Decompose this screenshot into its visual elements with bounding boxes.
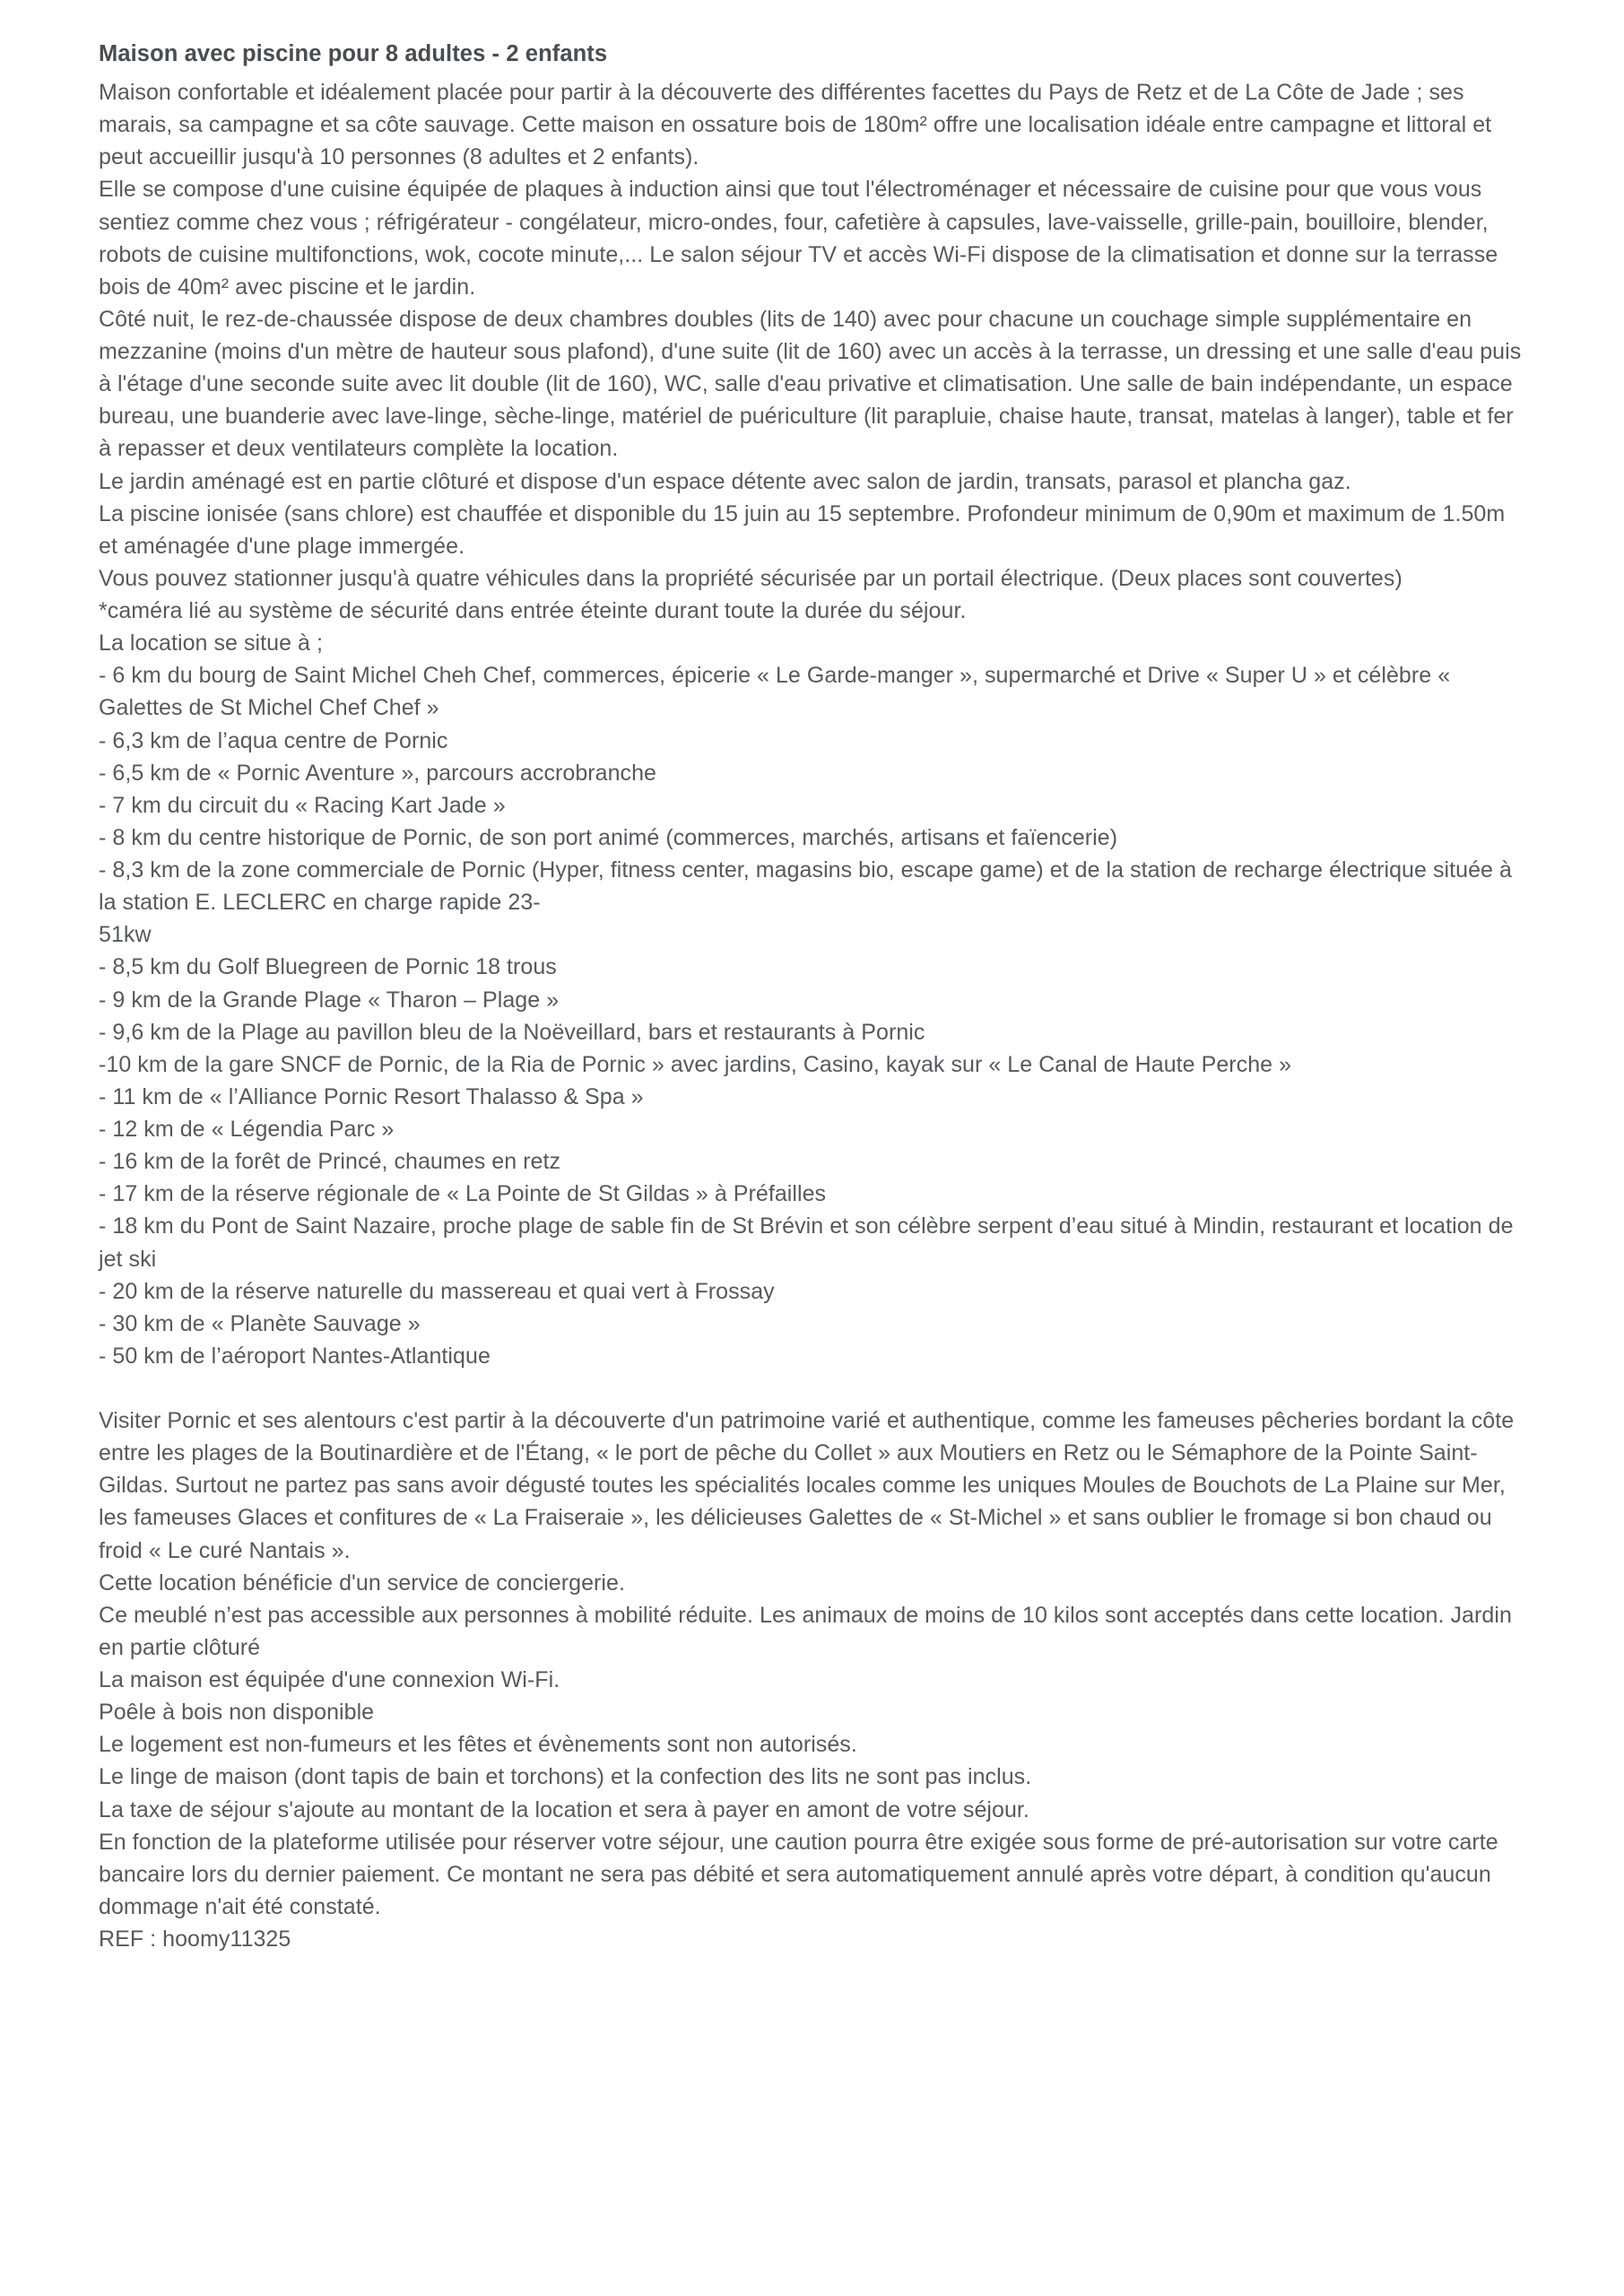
distance-list-item: - 6 km du bourg de Saint Michel Cheh Chef, commerces, épicerie « Le Garde-manger », supermarché et Drive « Super U » et célèbre « Galettes de St Michel Chef Chef » bbox=[99, 663, 1451, 721]
distance-list-item: - 9,6 km de la Plage au pavillon bleu de la Noëveillard, bars et restaurants à Pornic bbox=[99, 1019, 925, 1045]
distance-list-item: - 16 km de la forêt de Princé, chaumes en retz bbox=[99, 1149, 561, 1175]
page-title: Maison avec piscine pour 8 adultes - 2 enfants bbox=[99, 41, 608, 66]
distance-list-item: - 8,5 km du Golf Bluegreen de Pornic 18 trous bbox=[99, 954, 557, 980]
distance-list-item: -10 km de la gare SNCF de Pornic, de la Ria de Pornic » avec jardins, Casino, kayak sur « Le Canal de Haute Perche » bbox=[99, 1051, 1292, 1077]
paragraph: Poêle à bois non disponible bbox=[99, 1700, 375, 1726]
description-section bbox=[99, 76, 1525, 1372]
distance-list-item: - 11 km de « l’Alliance Pornic Resort Thalasso & Spa » bbox=[99, 1083, 644, 1109]
distance-list-item: - 6,5 km de « Pornic Aventure », parcours accrobranche bbox=[99, 760, 657, 786]
distance-list-item: - 9 km de la Grande Plage « Tharon – Plage » bbox=[99, 987, 560, 1013]
surroundings-section bbox=[99, 1405, 1525, 1955]
paragraph: La maison est équipée d'une connexion Wi-Fi. bbox=[99, 1667, 560, 1692]
paragraph: En fonction de la plateforme utilisée pour réserver votre séjour, une caution pourra être exigée sous forme de pré-autorisation sur votre carte bancaire lors du dernier paiement. Ce montant ne sera pas débité et sera automatiquement annulé après votre départ, à condition qu'aucun dommage n'ait été constaté. bbox=[99, 1829, 1498, 1919]
distance-list-item: - 8,3 km de la zone commerciale de Pornic (Hyper, fitness center, magasins bio, escape game) et de la station de recharge électrique située à la station E. LECLERC en charge rapide 23- bbox=[99, 857, 1512, 916]
paragraph: La piscine ionisée (sans chlore) est chauffée et disponible du 15 juin au 15 septembre. Profondeur minimum de 0,90m et maximum de 1.50m et aménagée d'une plage immergée. bbox=[99, 500, 1506, 559]
paragraph: *caméra lié au système de sécurité dans entrée éteinte durant toute la durée du séjour. bbox=[99, 598, 967, 623]
section-divider bbox=[99, 1372, 1525, 1405]
paragraph: Elle se compose d'une cuisine équipée de plaques à induction ainsi que tout l'électroménager et nécessaire de cuisine pour que vous vous sentiez comme chez vous ; réfrigérateur - congélateur, micro-ondes, four, cafetière à capsules, lave-vaisselle, grille-pain, bouilloire, blender, robots de cuisine multifonctions, wok, cocote minute,... Le salon séjour TV et accès Wi-Fi dispose de la climatisation et donne sur la terrasse bois de 40m² avec piscine et le jardin. bbox=[99, 177, 1498, 300]
paragraph: La taxe de séjour s'ajoute au montant de la location et sera à payer en amont de votre séjour. bbox=[99, 1796, 1029, 1822]
paragraph: Visiter Pornic et ses alentours c'est partir à la découverte d'un patrimoine varié et authentique, comme les fameuses pêcheries bordant la côte entre les plages de la Boutinardière et de l'Étang, « le port de pêche du Collet » aux Moutiers en Retz ou le Sémaphore de la Pointe Saint-Gildas. Surtout ne partez pas sans avoir dégusté toutes les spécialités locales comme les uniques Moules de Bouchots de La Plaine sur Mer, les fameuses Glaces et confitures de « La Fraiseraie », les délicieuses Galettes de « St-Michel » et sans oublier le fromage si bon chaud ou froid « Le curé Nantais ». bbox=[99, 1408, 1515, 1563]
distance-list-item: - 18 km du Pont de Saint Nazaire, proche plage de sable fin de St Brévin et son célèbre serpent d’eau situé à Mindin, restaurant et location de jet ski bbox=[99, 1213, 1514, 1272]
distance-list-item: - 7 km du circuit du « Racing Kart Jade » bbox=[99, 792, 506, 818]
distance-list-item: - 8 km du centre historique de Pornic, de son port animé (commerces, marchés, artisans et faïencerie) bbox=[99, 824, 1118, 850]
paragraph: Le jardin aménagé est en partie clôturé et dispose d'un espace détente avec salon de jardin, transats, parasol et plancha gaz. bbox=[99, 468, 1351, 494]
paragraph: Ce meublé n’est pas accessible aux personnes à mobilité réduite. Les animaux de moins de 10 kilos sont acceptés dans cette location. Jardin en partie clôturé bbox=[99, 1602, 1512, 1660]
paragraph: Cette location bénéficie d'un service de conciergerie. bbox=[99, 1570, 625, 1596]
paragraph: Vous pouvez stationner jusqu'à quatre véhicules dans la propriété sécurisée par un portail électrique. (Deux places sont couvertes) bbox=[99, 565, 1403, 591]
distance-list-item: - 12 km de « Légendia Parc » bbox=[99, 1117, 395, 1142]
paragraph: Côté nuit, le rez-de-chaussée dispose de deux chambres doubles (lits de 140) avec pour chacune un couchage simple supplémentaire en mezzanine (moins d'un mètre de hauteur sous plafond), d'une suite (lit de 160) avec un accès à la terrasse, un dressing et une salle d'eau puis à l'étage d'une seconde suite avec lit double (lit de 160), WC, salle d'eau privative et climatisation. Une salle de bain indépendante, un espace bureau, une buanderie avec lave-linge, sèche-linge, matériel de puériculture (lit parapluie, chaise haute, transat, matelas à langer), table et fer à repasser et deux ventilateurs complète la location. bbox=[99, 306, 1522, 462]
reference-code: REF : hoomy11325 bbox=[99, 1926, 291, 1952]
distance-list-item: - 6,3 km de l’aqua centre de Pornic bbox=[99, 727, 448, 753]
distance-list-item: - 20 km de la réserve naturelle du massereau et quai vert à Frossay bbox=[99, 1278, 775, 1304]
paragraph: Le logement est non-fumeurs et les fêtes et évènements sont non autorisés. bbox=[99, 1732, 857, 1758]
distance-list-item-cont: 51kw bbox=[99, 922, 152, 948]
paragraph: Maison confortable et idéalement placée pour partir à la découverte des différentes facettes du Pays de Retz et de La Côte de Jade ; ses marais, sa campagne et sa côte sauvage. Cette maison en ossature bois de 180m² offre une localisation idéale entre campagne et littoral et peut accueillir jusqu'à 10 personnes (8 adultes et 2 enfants). bbox=[99, 80, 1492, 170]
distance-list-item: - 17 km de la réserve régionale de « La Pointe de St Gildas » à Préfailles bbox=[99, 1181, 827, 1207]
paragraph: La location se situe à ; bbox=[99, 631, 323, 657]
distance-list-item: - 50 km de l’aéroport Nantes-Atlantique bbox=[99, 1343, 491, 1369]
distance-list-item: - 30 km de « Planète Sauvage » bbox=[99, 1310, 421, 1336]
paragraph: Le linge de maison (dont tapis de bain et torchons) et la confection des lits ne sont pas inclus. bbox=[99, 1764, 1032, 1790]
